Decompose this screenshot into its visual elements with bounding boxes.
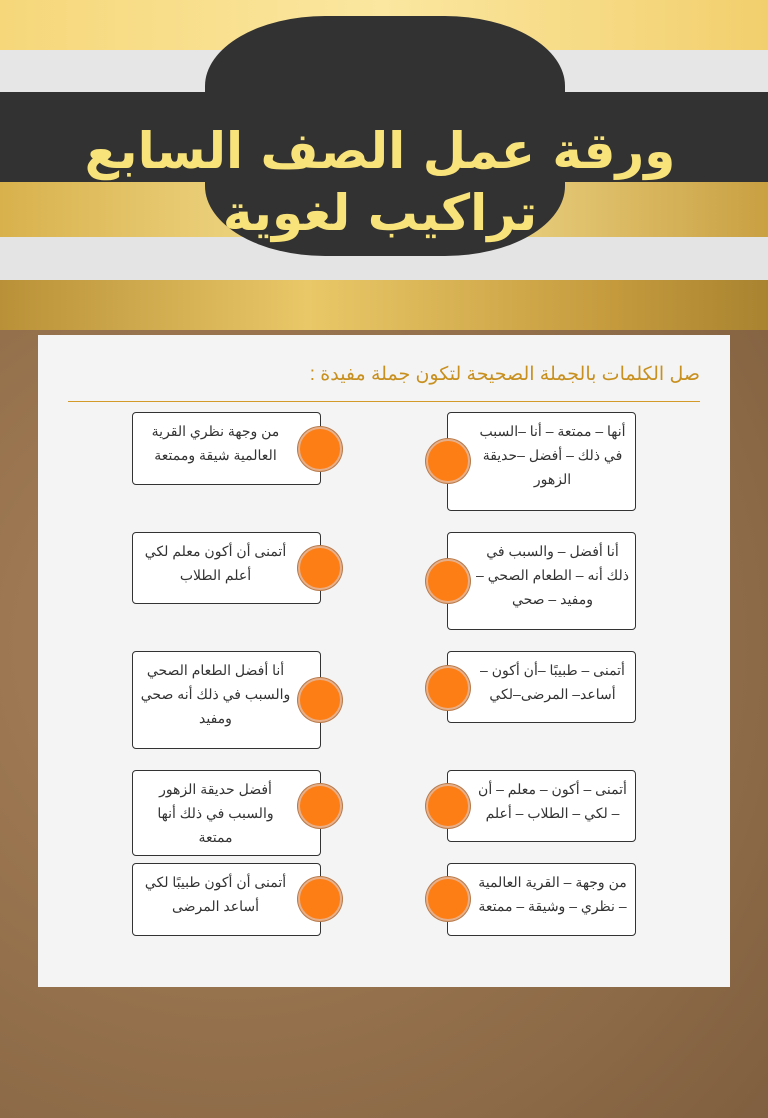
worksheet-card — [38, 335, 730, 987]
connector-dot[interactable] — [298, 678, 342, 722]
connector-dot[interactable] — [426, 666, 470, 710]
page-title: ورقة عمل الصف السابع تراكيب لغوية — [84, 122, 676, 242]
right-item[interactable]: أنها – ممتعة – أنا –السبب في ذلك – أفضل –حديقة الزهور — [447, 412, 636, 511]
divider — [68, 401, 700, 402]
right-item[interactable]: أتمنى – طبيبًا –أن أكون – أساعد– المرضى–لكي — [447, 651, 636, 723]
right-item[interactable]: أنا أفضل – والسبب في ذلك أنه – الطعام الصحي – ومفيد – صحي — [447, 532, 636, 630]
connector-dot[interactable] — [298, 784, 342, 828]
right-item[interactable]: من وجهة – القرية العالمية – نظري – وشيقة – ممتعة — [447, 863, 636, 936]
connector-dot[interactable] — [298, 427, 342, 471]
left-item[interactable]: أتمنى أن أكون معلم لكي أعلم الطلاب — [132, 532, 321, 604]
connector-dot[interactable] — [298, 546, 342, 590]
connector-dot[interactable] — [426, 559, 470, 603]
connector-dot[interactable] — [298, 877, 342, 921]
left-item[interactable]: من وجهة نظري القرية العالمية شيقة وممتعة — [132, 412, 321, 485]
connector-dot[interactable] — [426, 877, 470, 921]
instruction: صل الكلمات بالجملة الصحيحة لتكون جملة مفيدة : — [309, 364, 700, 385]
header-stripe — [0, 280, 768, 330]
connector-dot[interactable] — [426, 439, 470, 483]
left-item[interactable]: أفضل حديقة الزهور والسبب في ذلك أنها ممتعة — [132, 770, 321, 856]
left-item[interactable]: أنا أفضل الطعام الصحي والسبب في ذلك أنه صحي ومفيد — [132, 651, 321, 749]
right-item[interactable]: أتمنى – أكون – معلم – أن – لكي – الطلاب – أعلم — [447, 770, 636, 842]
connector-dot[interactable] — [426, 784, 470, 828]
left-item[interactable]: أتمنى أن أكون طبيبًا لكي أساعد المرضى — [132, 863, 321, 936]
